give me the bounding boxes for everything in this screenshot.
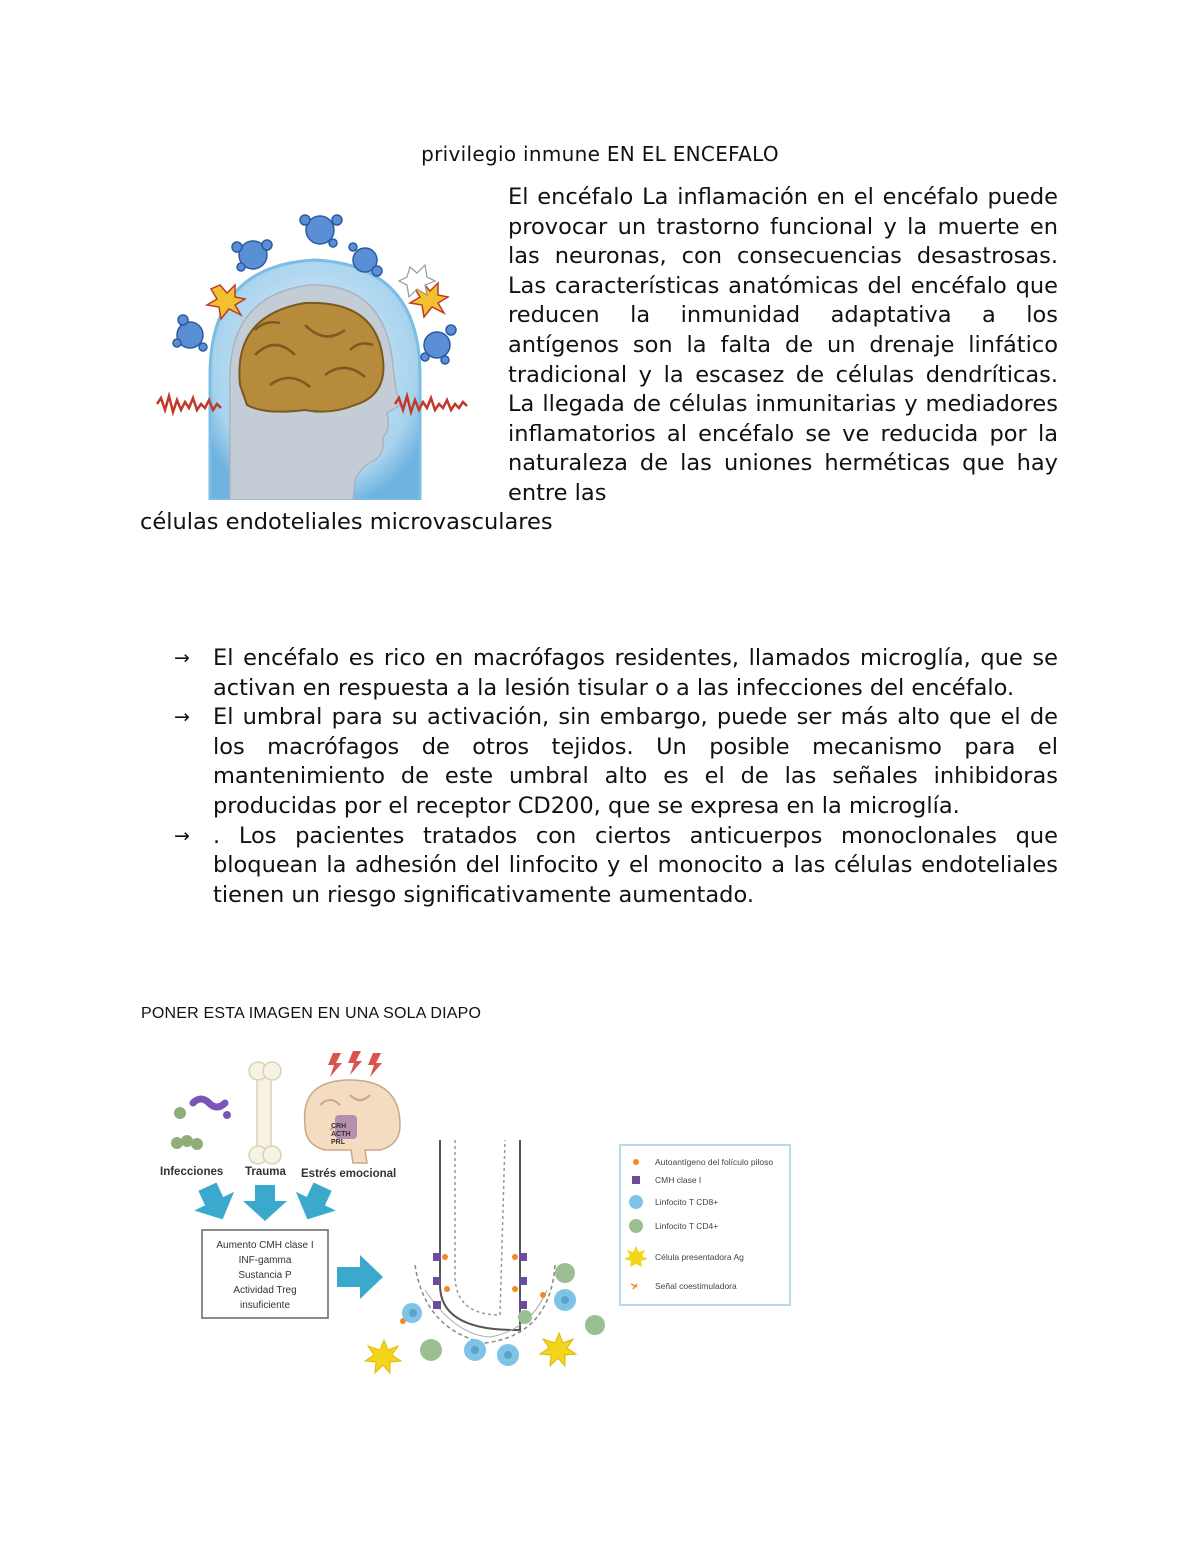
arrow-bullet-icon: → (174, 647, 190, 669)
box-line-3: Sustancia P (238, 1270, 292, 1281)
box-line-5: insuficiente (239, 1300, 291, 1311)
bone-icon (249, 1062, 281, 1164)
arrow-bullet-icon: → (174, 706, 190, 729)
immune-mechanism-diagram (155, 1045, 800, 1385)
legend-apc: Célula presentadora Ag (655, 1252, 744, 1262)
list-item-text: . Los pacientes tratados con ciertos anticuerpos monoclonales que bloquean la adhesión del linfocito y el monocito a las células endoteliales tienen un riesgo significativamente aumentado. (213, 822, 1058, 908)
intro-paragraph: El encéfalo La inflamación en el encéfalo puede provocar un trastorno funcional y la muerte en las neuronas, con consecuencias desastrosas. Las características anatómicas del encéfalo que reducen la inmunidad adaptativa a los antígenos son la falta de un drenaje linfático tradicional y la escasez de células dendríticas. La llegada de células inmunitarias y mediadores inflamatorios al encéfalo se ve reducida por la naturaleza de las uniones herméticas que hay entre las (508, 184, 1058, 506)
brain-shield-illustration (155, 205, 470, 500)
legend-mhc: CMH clase I (655, 1175, 702, 1185)
brain-label-prl: PRL (331, 1139, 345, 1146)
brain-icon (305, 1051, 400, 1163)
down-arrows-icon (187, 1177, 342, 1228)
box-line-4: Actividad Treg (233, 1285, 297, 1296)
legend-costim: Señal coestimuladora (655, 1281, 737, 1291)
hair-follicle-icon (415, 1140, 555, 1343)
box-line-2: INF-gamma (238, 1255, 292, 1266)
list-item (172, 644, 1058, 703)
list-item (172, 822, 1058, 911)
list-item-text: El encéfalo es rico en macrófagos residentes, llamados microglía, que se activan en respuesta a la lesión tisular o a las infecciones del encéfalo. (213, 645, 1058, 701)
right-arrow-icon (337, 1255, 383, 1299)
brain-label-acth: ACTH (331, 1131, 351, 1138)
bullet-list (172, 644, 1058, 910)
mhc-class-i-markers (433, 1253, 527, 1309)
trigger-label-stress: Estrés emocional (301, 1168, 397, 1180)
trigger-label-trauma: Trauma (245, 1166, 286, 1178)
brain-label-crh: CRH (331, 1123, 347, 1130)
editor-note: PONER ESTA IMAGEN EN UNA SOLA DIAPO (141, 1005, 482, 1022)
trigger-label-infections: Infecciones (160, 1166, 224, 1178)
legend-autoantigen: Autoantígeno del folículo piloso (655, 1157, 774, 1167)
page-title: privilegio inmune EN EL ENCEFALO (421, 142, 779, 166)
legend-cd8: Linfocito T CD8+ (655, 1197, 719, 1207)
list-item (172, 703, 1058, 821)
box-line-1: Aumento CMH clase I (216, 1240, 314, 1251)
list-item-text: El umbral para su activación, sin embargo, puede ser más alto que el de los macrófagos de otros tejidos. Un posible mecanismo para el mantenimiento de este umbral alto es el de las señales inhibidoras producidas por el receptor CD200, que se expresa en la microglía. (213, 704, 1058, 819)
legend-cd4: Linfocito T CD4+ (655, 1221, 719, 1231)
arrow-bullet-icon: → (174, 824, 190, 847)
intro-paragraph-tail: células endoteliales microvasculares (140, 509, 553, 535)
microbes-icon (171, 1099, 231, 1150)
